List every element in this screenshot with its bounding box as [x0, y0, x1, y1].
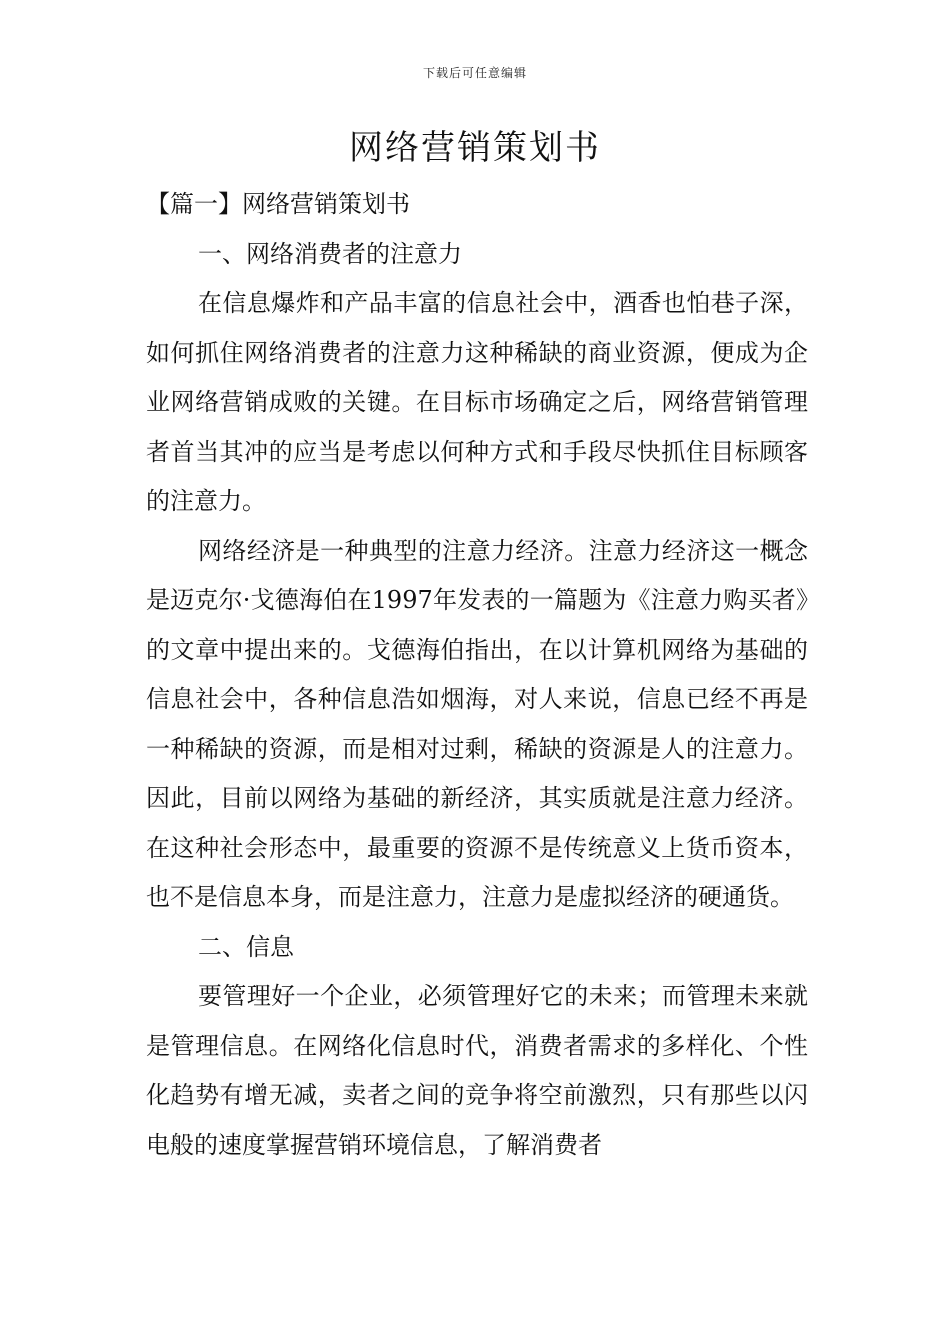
paragraph: 在信息爆炸和产品丰富的信息社会中，酒香也怕巷子深，如何抓住网络消费者的注意力这种稀缺的商业资源，便成为企业网络营销成败的关键。在目标市场确定之后，网络营销管理者首当其冲的应当是考虑以何种方式和手段尽快抓住目标顾客的注意力。: [146, 289, 808, 515]
part-heading: 【篇一】网络营销策划书: [146, 190, 410, 218]
header-note: 下载后可任意编辑: [422, 66, 527, 80]
document-title: 网络营销策划书: [349, 128, 601, 168]
document-body: [146, 180, 808, 1170]
section-heading-1: 一、网络消费者的注意力: [198, 239, 462, 268]
section-heading-2: 二、信息: [198, 932, 294, 961]
paragraph: 网络经济是一种典型的注意力经济。注意力经济这一概念是迈克尔·戈德海伯在1997年发表的一篇题为《注意力购买者》的文章中提出来的。戈德海伯指出，在以计算机网络为基础的信息社会中，各种信息浩如烟海，对人来说，信息已经不再是一种稀缺的资源，而是相对过剩，稀缺的资源是人的注意力。因此，目前以网络为基础的新经济，其实质就是注意力经济。在这种社会形态中，最重要的资源不是传统意义上货币资本，也不是信息本身，而是注意力，注意力是虚拟经济的硬通货。: [146, 536, 808, 911]
paragraph: 要管理好一个企业，必须管理好它的未来；而管理未来就是管理信息。在网络化信息时代，消费者需求的多样化、个性化趋势有增无减，卖者之间的竞争将空前激烈，只有那些以闪电般的速度掌握营销环境信息，了解消费者: [146, 982, 808, 1159]
